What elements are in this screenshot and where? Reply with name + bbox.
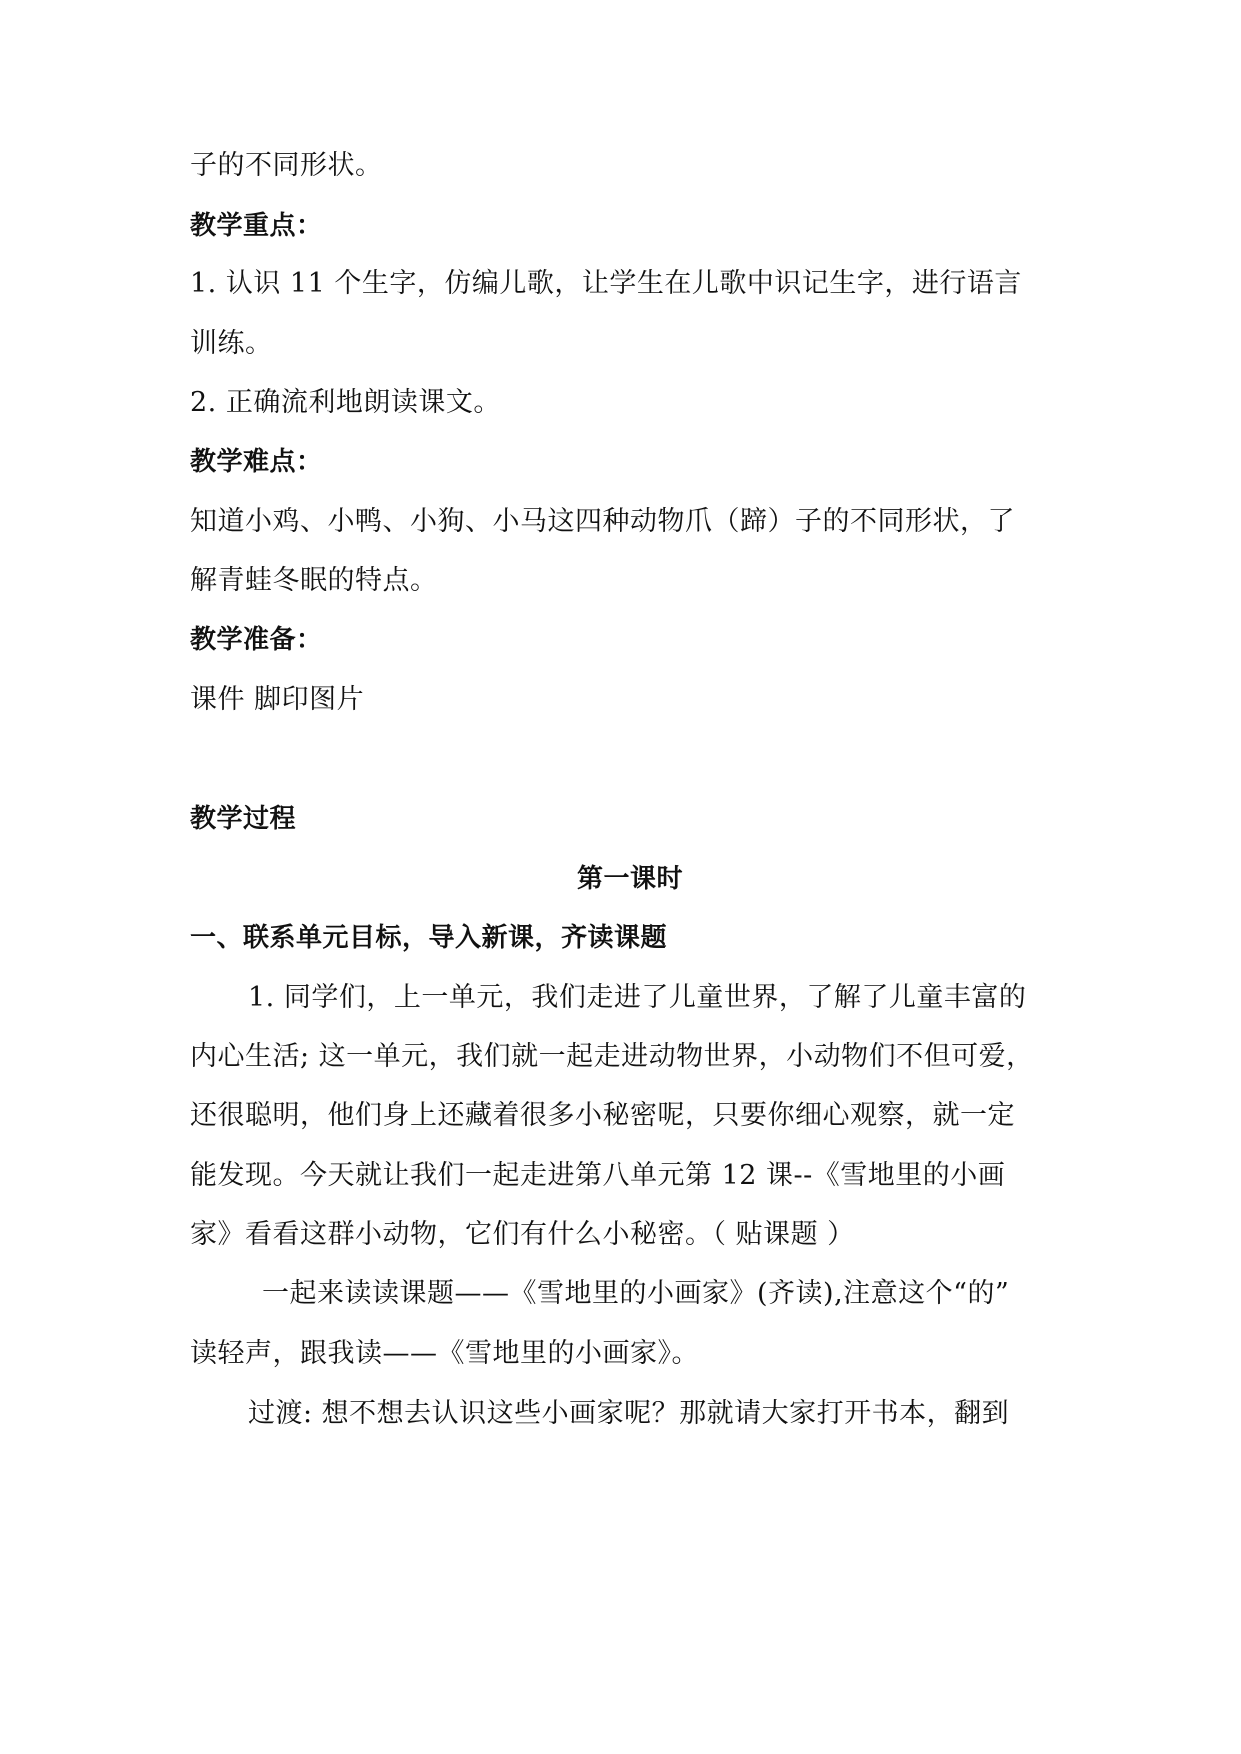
heading-teaching-key-points: 教学重点：	[190, 211, 323, 241]
paragraph-line: 家》看看这群小动物，它们有什么小秘密。（ 贴课题 ）	[190, 1219, 855, 1250]
heading-teaching-preparation: 教学准备：	[190, 625, 323, 655]
text-line: 知道小鸡、小鸭、小狗、小马这四种动物爪（蹄）子的不同形状，了	[190, 506, 1015, 537]
paragraph-line: 1. 同学们，上一单元，我们走进了儿童世界，了解了儿童丰富的	[248, 982, 1027, 1013]
paragraph-line: 能发现。今天就让我们一起走进第八单元第 12 课--《雪地里的小画	[190, 1160, 1006, 1191]
paragraph-line: 读轻声，跟我读——《雪地里的小画家》。	[190, 1338, 699, 1369]
text-line: 2. 正确流利地朗读课文。	[190, 387, 501, 418]
paragraph-line: 还很聪明，他们身上还藏着很多小秘密呢，只要你细心观察，就一定	[190, 1100, 1015, 1131]
text-line: 训练。	[190, 328, 273, 359]
paragraph-line: 一起来读读课题——《雪地里的小画家》(齐读),注意这个“的”	[262, 1278, 1010, 1309]
text-line: 课件 脚印图片	[190, 684, 365, 715]
text-line: 子的不同形状。	[190, 150, 383, 181]
paragraph-line: 内心生活; 这一单元，我们就一起走进动物世界，小动物们不但可爱，	[190, 1041, 1034, 1072]
text-line: 1. 认识 11 个生字，仿编儿歌，让学生在儿歌中识记生字，进行语言	[190, 268, 1022, 299]
heading-teaching-process: 教学过程	[190, 804, 297, 834]
paragraph-line: 过渡: 想不想去认识这些小画家呢？那就请大家打开书本，翻到	[248, 1398, 1010, 1429]
heading-section-one: 一、联系单元目标，导入新课，齐读课题	[190, 923, 668, 953]
text-line: 解青蛙冬眠的特点。	[190, 565, 438, 596]
heading-teaching-difficulties: 教学难点：	[190, 447, 323, 477]
heading-first-period: 第一课时	[576, 864, 683, 894]
